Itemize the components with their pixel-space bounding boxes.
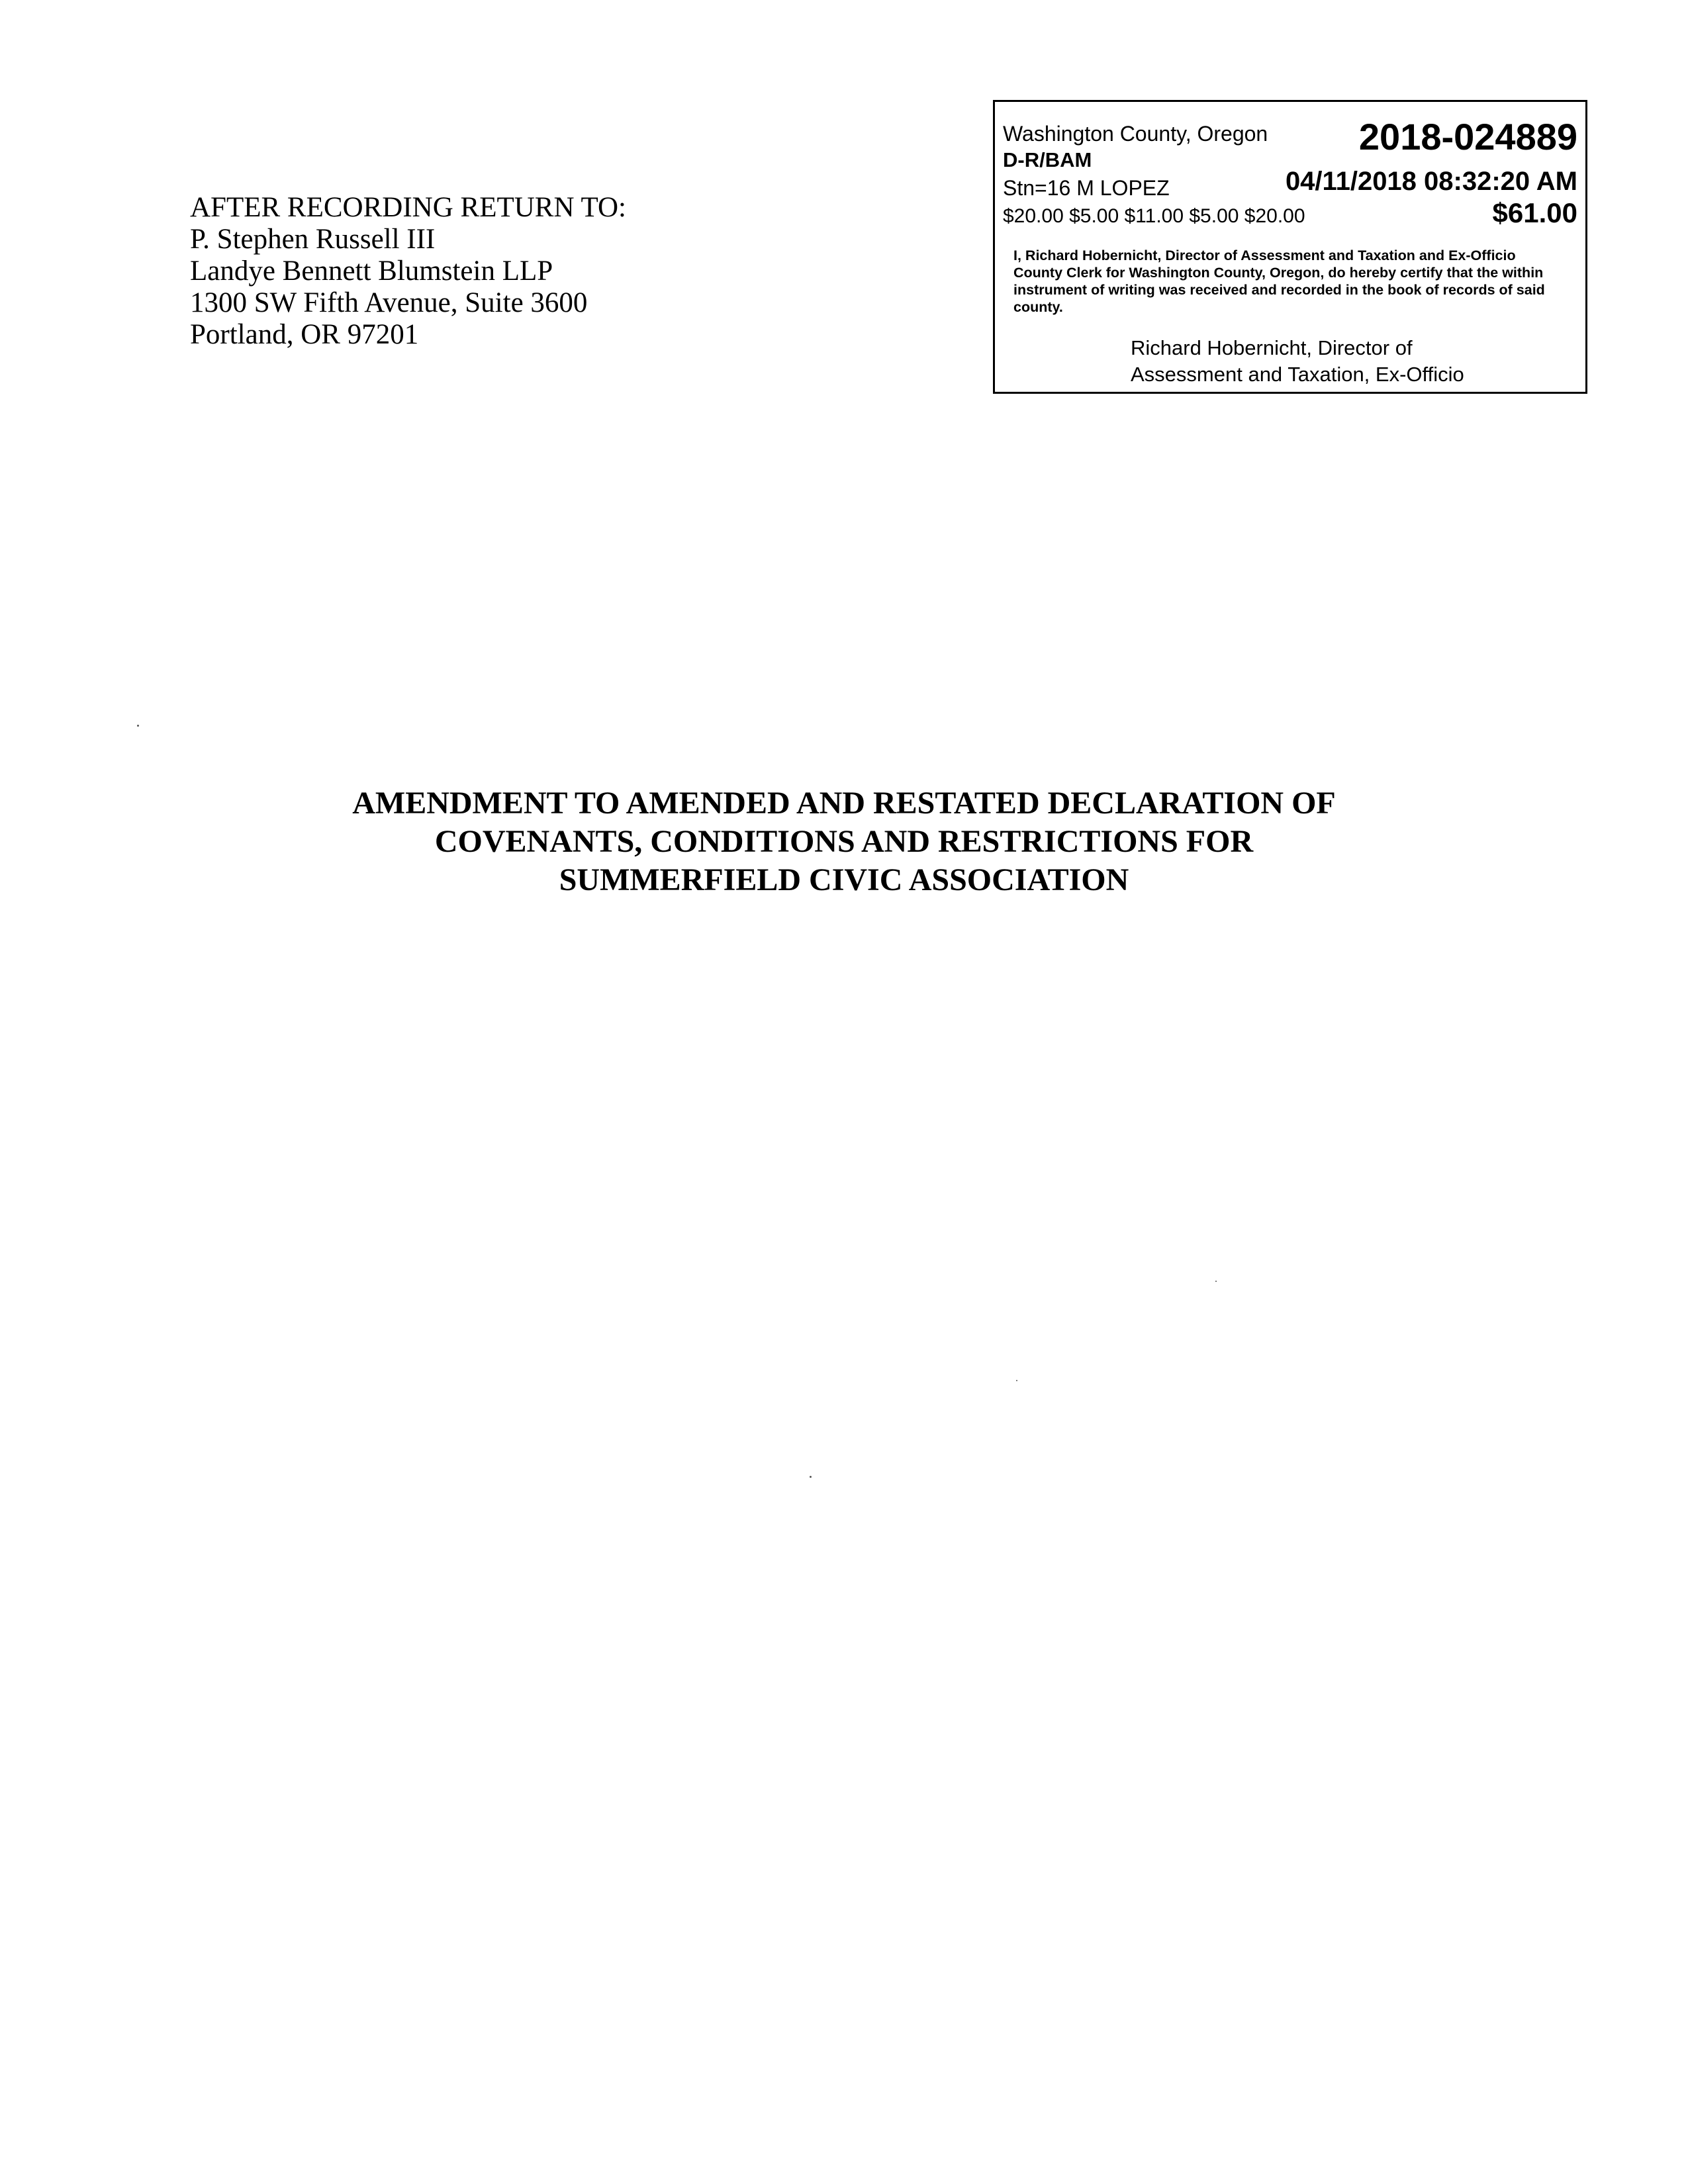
scan-speck	[1016, 1380, 1017, 1381]
scan-speck	[137, 725, 139, 727]
return-line-name: P. Stephen Russell III	[190, 224, 436, 255]
stamp-fees: $20.00 $5.00 $11.00 $5.00 $20.00	[1003, 205, 1305, 227]
stamp-total: $61.00	[1492, 197, 1577, 228]
title-line-3: SUMMERFIELD CIVIC ASSOCIATION	[559, 862, 1129, 897]
recording-stamp	[993, 100, 1587, 394]
return-heading: AFTER RECORDING RETURN TO:	[190, 192, 626, 223]
stamp-station: Stn=16 M LOPEZ	[1003, 176, 1170, 200]
document-title	[182, 784, 1506, 899]
stamp-document-type: D-R/BAM	[1003, 148, 1092, 171]
stamp-datetime: 04/11/2018 08:32:20 AM	[1285, 167, 1577, 196]
return-address-block	[190, 192, 626, 351]
stamp-signer-line-1: Richard Hobernicht, Director of	[1131, 336, 1413, 359]
stamp-certification: I, Richard Hobernicht, Director of Assessment and Taxation and Ex-Officio County Clerk for Washington County, Oregon, do hereby certify that the within instrument of writing was received and recorded in the book of records of said county.	[1013, 248, 1545, 315]
return-line-firm: Landye Bennett Blumstein LLP	[190, 255, 553, 287]
title-line-2: COVENANTS, CONDITIONS AND RESTRICTIONS FOR	[434, 824, 1254, 859]
scan-speck	[810, 1476, 812, 1478]
scan-speck	[1215, 1281, 1217, 1282]
stamp-document-number: 2018-024889	[1358, 116, 1577, 158]
return-line-city: Portland, OR 97201	[190, 319, 419, 350]
stamp-county: Washington County, Oregon	[1003, 122, 1268, 146]
stamp-signer-line-2: Assessment and Taxation, Ex-Officio	[1131, 363, 1464, 386]
return-line-street: 1300 SW Fifth Avenue, Suite 3600	[190, 287, 588, 318]
title-line-1: AMENDMENT TO AMENDED AND RESTATED DECLARATION OF	[352, 786, 1336, 821]
stamp-signer	[1131, 335, 1464, 388]
